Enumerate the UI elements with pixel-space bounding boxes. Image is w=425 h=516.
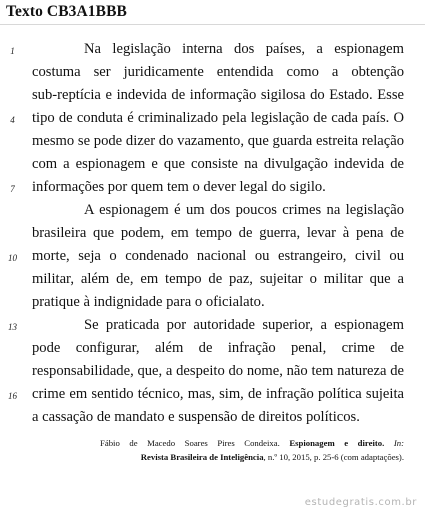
citation-journal: Revista Brasileira de Inteligência [140,452,264,462]
text-line: morte, seja o condenado nacional ou estrangeiro, civil ou [32,248,404,264]
text-line: brasileira que podem, em tempo de guerra, levar à pena de [32,225,404,241]
text-line: militar, além de, em tempo de paz, sujeitar o militar que a [32,271,404,287]
text-line: pode configurar, além de infração penal, crime de [32,340,404,356]
line-number-13: 13 [8,322,17,332]
citation-line-1 [100,437,404,450]
site-watermark: estudegratis.com.br [304,497,417,508]
text-line: Na legislação interna dos países, a espionagem [84,41,404,57]
citation-details: , n.º 10, 2015, p. 25-6 (com adaptações). [263,452,404,462]
line-number-7: 7 [10,184,15,194]
text-line: costuma ser juridicamente entendida como a obtenção [32,64,404,80]
text-line: responsabilidade, que, a despeito do nome, não tem natureza de [32,363,404,379]
text-line: Se praticada por autoridade superior, a espionagem [84,317,404,333]
title-divider [0,24,425,25]
line-number-16: 16 [8,391,17,401]
text-line: tipo de conduta é criminalizado pela legislação de cada país. O [32,110,404,126]
line-number-1: 1 [10,46,15,56]
text-line: mesmo se pode dizer do vazamento, que guarda estreita relação [32,133,404,149]
line-number-10: 10 [8,253,17,263]
text-title: Texto CB3A1BBB [6,3,127,20]
citation-in: In: [393,438,405,448]
text-line: sub-reptícia e indevida de informação sigilosa do Estado. Esse [32,87,404,103]
text-line: pratique à indignidade para o oficialato. [32,294,265,310]
text-line: informações por quem tem o dever legal do sigilo. [32,179,326,195]
citation-author: Fábio de Macedo Soares Pires Condeixa. [100,438,280,448]
citation-line-2 [100,451,404,464]
citation-title: Espionagem e direito. [289,438,385,448]
text-line: com a espionagem e que consiste na divulgação indevida de [32,156,404,172]
line-number-4: 4 [10,115,15,125]
text-line: a cassação de mandato e suspensão de direitos políticos. [32,409,360,425]
text-line: crime em sentido técnico, mas, sim, de infração política sujeita [32,386,404,402]
text-line: A espionagem é um dos poucos crimes na legislação [84,202,404,218]
